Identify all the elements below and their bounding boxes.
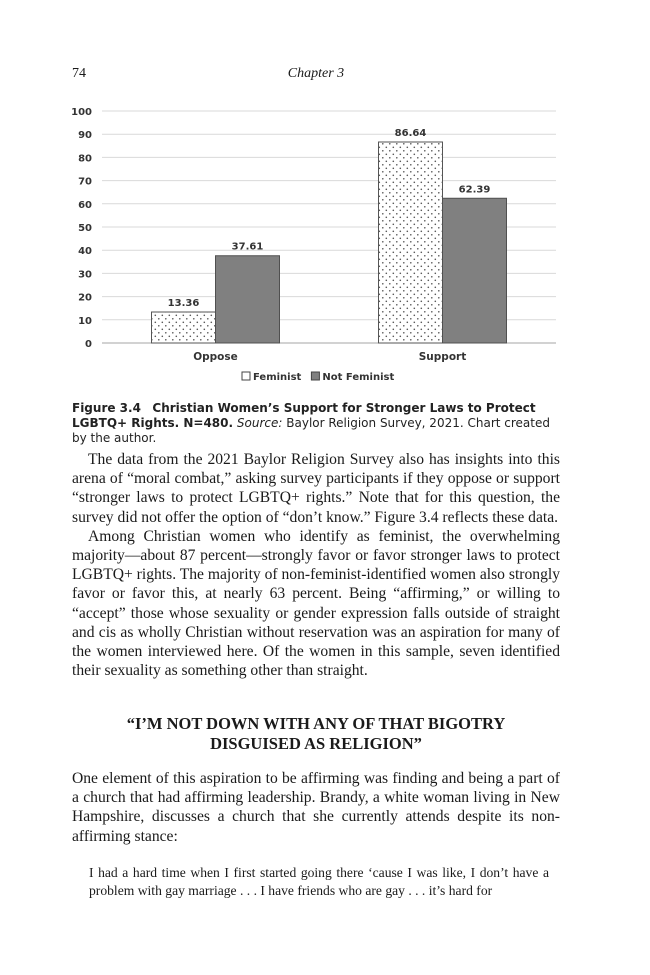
category-label: Oppose (193, 351, 238, 363)
body-text (72, 450, 560, 680)
y-tick-label: 30 (78, 269, 92, 281)
chapter-title: Chapter 3 (287, 66, 345, 81)
legend-swatch (242, 372, 250, 380)
section-heading-line: “I’M NOT DOWN WITH ANY OF THAT BIGOTRY (126, 714, 506, 733)
section-heading-line: DISGUISED AS RELIGION” (210, 734, 422, 753)
data-label: 62.39 (458, 184, 491, 196)
y-tick-label: 90 (78, 130, 92, 142)
quote-text: I had a hard time when I first started going there ‘cause I was like, I don’t have a problem with gay marriage . . . I have friends who are gay . . . it’s hard for (89, 865, 549, 898)
y-tick-label: 10 (78, 315, 92, 327)
y-tick-label: 60 (78, 199, 92, 211)
legend-label: Not Feminist (322, 372, 395, 383)
y-tick-label: 20 (78, 292, 92, 304)
y-tick-label: 70 (78, 176, 92, 188)
paragraph: Among Christian women who identify as feminist, the overwhelming majority—about 87 percent—strongly favor or favor stronger laws to protect LGBTQ+ rights. The majority of non-feminist-identified women also strongly favor or favor this, at nearly 63 percent. Being “affirming,” or willing to “accept” those whose sexuality or gender expression falls outside of straight and cis as wholly Christian without reservation was an aspiration for many of the women interviewed here. Of the women in this sample, seven identified their sexuality as something other than straight. (72, 527, 560, 680)
section-body (72, 769, 560, 846)
section-heading (72, 714, 560, 754)
legend-swatch (311, 372, 319, 380)
figure-title: Christian Women’s Support for Stronger Laws to Protect LGBTQ+ Rights. N=480. (72, 401, 536, 430)
legend (242, 372, 394, 383)
y-tick-label: 50 (78, 223, 92, 234)
y-tick-label: 0 (85, 339, 92, 350)
block-quote (89, 864, 549, 899)
y-tick-label: 80 (78, 153, 92, 165)
source-label: Source: (236, 416, 283, 430)
bar (379, 142, 443, 343)
data-label: 13.36 (167, 298, 200, 310)
bar-chart (66, 100, 566, 395)
y-axis-ticks (71, 107, 92, 350)
bar (152, 312, 216, 343)
legend-label: Feminist (253, 372, 302, 383)
bar (443, 198, 507, 343)
data-label: 37.61 (231, 241, 264, 253)
data-label: 86.64 (394, 127, 427, 139)
y-tick-label: 100 (71, 107, 92, 118)
paragraph: One element of this aspiration to be affirming was finding and being a part of a church that had affirming leadership. Brandy, a white woman living in New Hampshire, discusses a church that she currently attends despite its non-affirming stance: (72, 770, 560, 845)
source-text: Baylor Religion Survey, 2021. Chart created by the author. (72, 416, 550, 445)
y-tick-label: 40 (78, 246, 92, 258)
bars (152, 142, 507, 343)
figure-caption (72, 401, 560, 446)
paragraph: The data from the 2021 Baylor Religion Survey also has insights into this arena of “moral combat,” asking survey participants if they oppose or support “stronger laws to protect LGBTQ+ rights.” Note that for this question, the survey did not offer the option of “don’t know.” Figure 3.4 reflects these data. (72, 451, 560, 526)
category-label: Support (418, 351, 467, 363)
x-axis-categories (193, 351, 466, 363)
page-number: 74 (72, 66, 86, 81)
bar (216, 256, 280, 343)
figure-label: Figure 3.4 (72, 401, 141, 415)
